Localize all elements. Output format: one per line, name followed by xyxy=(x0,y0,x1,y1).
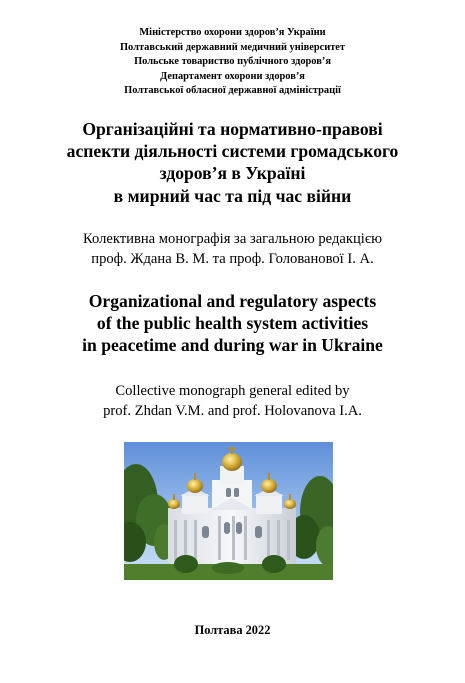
institution-line: Польське товариство публічного здоров’я xyxy=(134,56,331,68)
institutions-block xyxy=(0,26,465,99)
title-en-line: in peacetime and during war in Ukraine xyxy=(82,335,383,355)
title-ua-line: аспекти діяльності системи громадського xyxy=(66,141,399,162)
publication-place-year: Полтава 2022 xyxy=(194,623,271,637)
title-en-line: of the public health system activities xyxy=(96,313,369,333)
editors-english xyxy=(0,382,465,421)
institution-line: Міністерство охорони здоров’я України xyxy=(139,27,326,38)
cathedral-illustration xyxy=(124,442,333,580)
title-ua-line: здоров’я в Україні xyxy=(159,163,306,184)
title-ukrainian xyxy=(0,118,465,207)
institution-line: Полтавської обласної державної адміністрації xyxy=(124,85,341,97)
editors-en-line: Collective monograph general edited by xyxy=(115,383,350,399)
editors-ua-line: Колективна монографія за загальною редакцією xyxy=(83,231,382,247)
institution-line: Департамент охорони здоров’я xyxy=(160,70,305,82)
editors-en-line: prof. Zhdan V.M. and prof. Holovanova I.A. xyxy=(103,402,362,419)
cathedral-photo xyxy=(124,442,333,580)
title-ua-line: Організаційні та нормативно-правові xyxy=(82,119,383,139)
title-english xyxy=(0,290,465,356)
institution-line: Полтавський державний медичний університет xyxy=(119,41,346,53)
title-en-line: Organizational and regulatory aspects xyxy=(88,291,377,311)
editors-ua-line: проф. Ждана В. М. та проф. Голованової І. А. xyxy=(91,250,374,267)
editors-ukrainian xyxy=(0,230,465,269)
title-ua-line: в мирний час та під час війни xyxy=(113,185,352,206)
